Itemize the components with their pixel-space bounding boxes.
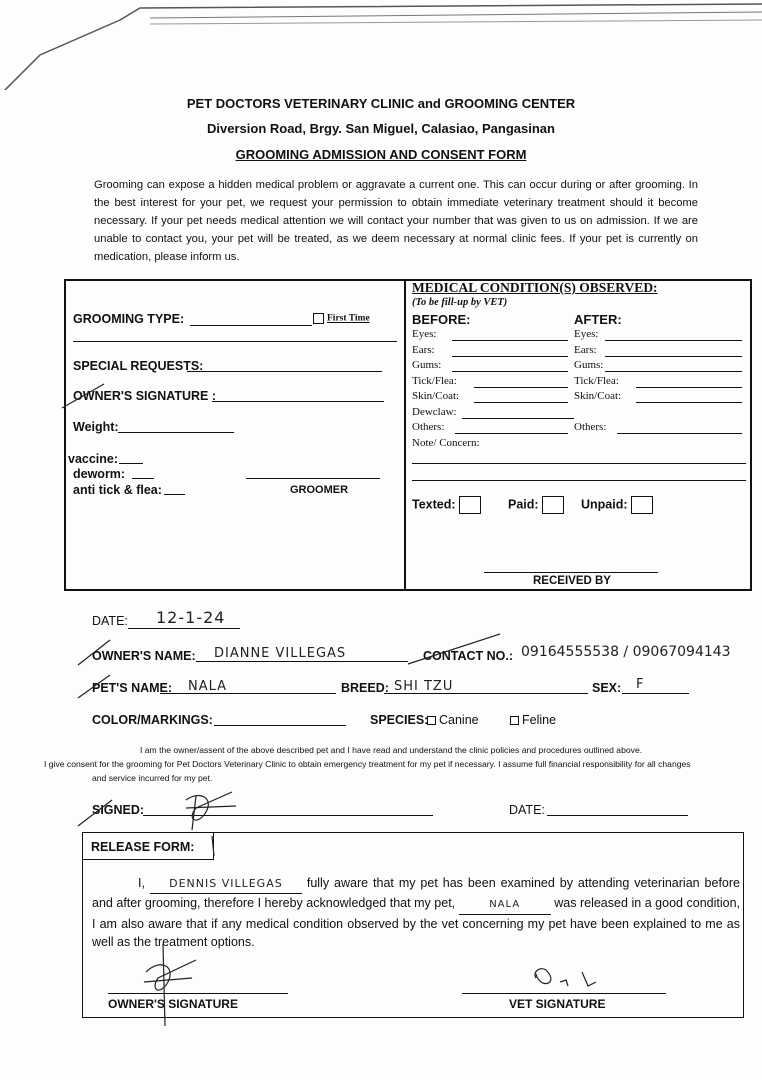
- intro-paragraph: Grooming can expose a hidden medical problem or aggravate a current one. This can occur during or after grooming. In the best interest for your pet, we request your permission to obtain immediate veterinary treatment should it become necessary. If your pet needs medical attention we will contact your number that was given to us on admission. If we are unable to contact you, your pet will be treated, as we deem necessary at normal clinic fees. If your pet is currently on medication, please inform us.: [94, 179, 698, 263]
- received-by-label: RECEIVED BY: [533, 575, 611, 587]
- before-row-line[interactable]: [452, 356, 568, 357]
- before-row-line[interactable]: [455, 433, 568, 434]
- vaccine-label: vaccine:: [68, 452, 119, 466]
- sex-label: SEX:: [592, 681, 622, 695]
- before-row-line[interactable]: [474, 402, 568, 403]
- before-row-label: Ears:: [412, 343, 435, 356]
- first-time-checkbox[interactable]: [313, 313, 324, 324]
- species-label: SPECIES:: [370, 713, 429, 727]
- owners-name-line[interactable]: [196, 661, 408, 662]
- vet-signature-label: VET SIGNATURE: [509, 997, 606, 1011]
- release-pet-field[interactable]: NALA: [459, 894, 551, 915]
- after-row-label: Skin/Coat:: [574, 390, 622, 402]
- vaccine-line[interactable]: [119, 463, 143, 464]
- after-row-line[interactable]: [617, 433, 742, 434]
- before-row-line[interactable]: [452, 340, 568, 341]
- pets-name-line[interactable]: [160, 693, 336, 694]
- before-row-line[interactable]: [452, 371, 568, 372]
- groomer-label: GROOMER: [290, 484, 349, 496]
- feline-checkbox[interactable]: [510, 716, 519, 725]
- before-row-label: Dewclaw:: [412, 405, 457, 418]
- sex-value[interactable]: F: [636, 677, 645, 692]
- form-title: GROOMING ADMISSION AND CONSENT FORM: [235, 147, 527, 162]
- before-row-line[interactable]: [474, 387, 568, 388]
- paid-option[interactable]: Paid:: [508, 496, 564, 514]
- species-canine-option[interactable]: Canine: [427, 713, 479, 727]
- clinic-name: PET DOCTORS VETERINARY CLINIC and GROOMING CENTER: [186, 96, 576, 111]
- breed-label: BREED:: [341, 681, 389, 695]
- contact-no-label: CONTACT NO.:: [423, 649, 514, 663]
- grooming-type-label: GROOMING TYPE:: [73, 312, 185, 326]
- unpaid-checkbox[interactable]: [631, 496, 653, 514]
- page-edge-lines: [0, 0, 762, 90]
- after-row-line[interactable]: [605, 371, 742, 372]
- date-label: DATE:: [92, 614, 128, 628]
- weight-line[interactable]: [118, 432, 234, 433]
- after-row-label: Eyes:: [574, 328, 599, 340]
- consent-paragraph: I am the owner/assent of the above described pet and I have read and understand the clinic policies and procedures outlined above. I give consent for the grooming for Pet Doctors Veterinary Clinic to obtain emergency treatment for my pet if necessary. I assume full financial responsibility for all changes and service incurred for my pet.: [44, 745, 691, 783]
- after-row-label: Tick/Flea:: [574, 374, 619, 387]
- owners-name-label: OWNER'S NAME:: [92, 649, 196, 663]
- release-form-title: RELEASE FORM:: [91, 840, 195, 854]
- unpaid-option[interactable]: Unpaid:: [581, 496, 653, 514]
- box-divider: [404, 279, 406, 591]
- signed-label: SIGNED:: [92, 803, 145, 817]
- special-requests-line[interactable]: [187, 371, 382, 372]
- canine-checkbox[interactable]: [427, 716, 436, 725]
- owner-signature-label-2: OWNER'S SIGNATURE: [108, 997, 238, 1011]
- deworm-label: deworm:: [73, 467, 126, 481]
- weight-label: Weight:: [73, 420, 119, 434]
- texted-option[interactable]: Texted:: [412, 496, 481, 514]
- before-row-label: Skin/Coat:: [412, 390, 460, 402]
- first-time-option[interactable]: First Time: [313, 313, 370, 324]
- color-markings-line[interactable]: [214, 725, 346, 726]
- received-by-line[interactable]: [484, 572, 658, 573]
- after-row-label: Ears:: [574, 343, 597, 356]
- special-requests-label: SPECIAL REQUESTS:: [73, 359, 204, 373]
- after-row-line[interactable]: [605, 340, 742, 341]
- release-name-field[interactable]: DENNIS VILLEGAS: [150, 874, 302, 894]
- date-line[interactable]: [128, 628, 240, 629]
- signed-line[interactable]: [143, 815, 433, 816]
- note-line-1[interactable]: [412, 463, 746, 464]
- before-row-line[interactable]: [462, 418, 574, 419]
- after-row-line[interactable]: [605, 356, 742, 357]
- pets-name-label: PET'S NAME:: [92, 681, 173, 695]
- after-heading: AFTER:: [574, 312, 622, 327]
- after-row-label: Others:: [574, 421, 607, 433]
- species-feline-option[interactable]: Feline: [510, 713, 556, 727]
- groomer-line[interactable]: [246, 478, 380, 479]
- deworm-line[interactable]: [132, 478, 154, 479]
- owner-signature-line-2[interactable]: [108, 993, 288, 994]
- release-paragraph: I, DENNIS VILLEGAS fully aware that my pet has been examined by attending veterinarian before and after grooming, therefore I hereby acknowledged that my pet, NALA was released in a good condition, I am also aware that if any medical condition observed by the vet concerning my pet have been explained to me as well as the treatment options.: [92, 876, 740, 949]
- owner-signature-scribble: [186, 792, 236, 830]
- clinic-address: Diversion Road, Brgy. San Miguel, Calasiao, Pangasinan: [207, 121, 555, 136]
- note-concern-label: Note/ Concern:: [412, 437, 480, 449]
- before-row-label: Eyes:: [412, 328, 437, 340]
- before-row-label: Tick/Flea:: [412, 374, 457, 387]
- texted-checkbox[interactable]: [459, 496, 481, 514]
- before-row-label: Gums:: [412, 359, 442, 371]
- before-heading: BEFORE:: [412, 312, 471, 327]
- medical-subtitle: (To be fill-up by VET): [412, 297, 508, 308]
- signed-date-label: DATE:: [509, 803, 545, 817]
- note-line-2[interactable]: [412, 480, 746, 481]
- owner-signature-label: OWNER'S SIGNATURE :: [73, 389, 217, 403]
- owner-signature-line[interactable]: [212, 401, 384, 402]
- after-row-line[interactable]: [636, 387, 742, 388]
- date-value[interactable]: 12-1-24: [156, 608, 226, 627]
- owners-name-value[interactable]: DIANNE VILLEGAS: [214, 646, 347, 661]
- grooming-type-line[interactable]: [190, 325, 312, 326]
- signed-date-line[interactable]: [547, 815, 688, 816]
- grooming-type-line-2[interactable]: [73, 341, 397, 342]
- before-row-label: Others:: [412, 421, 445, 433]
- after-row-line[interactable]: [636, 402, 742, 403]
- sex-line[interactable]: [622, 693, 689, 694]
- breed-value[interactable]: SHI TZU: [394, 679, 454, 694]
- medical-title: MEDICAL CONDITION(S) OBSERVED:: [412, 280, 658, 295]
- contact-no-value[interactable]: 09164555538 / 09067094143: [521, 644, 731, 660]
- pets-name-value[interactable]: NALA: [188, 679, 228, 694]
- color-markings-label: COLOR/MARKINGS:: [92, 713, 213, 727]
- anti-tick-line[interactable]: [164, 494, 185, 495]
- vet-signature-line[interactable]: [462, 993, 666, 994]
- paid-checkbox[interactable]: [542, 496, 564, 514]
- anti-tick-label: anti tick & flea:: [73, 483, 162, 497]
- after-row-label: Gums:: [574, 359, 604, 371]
